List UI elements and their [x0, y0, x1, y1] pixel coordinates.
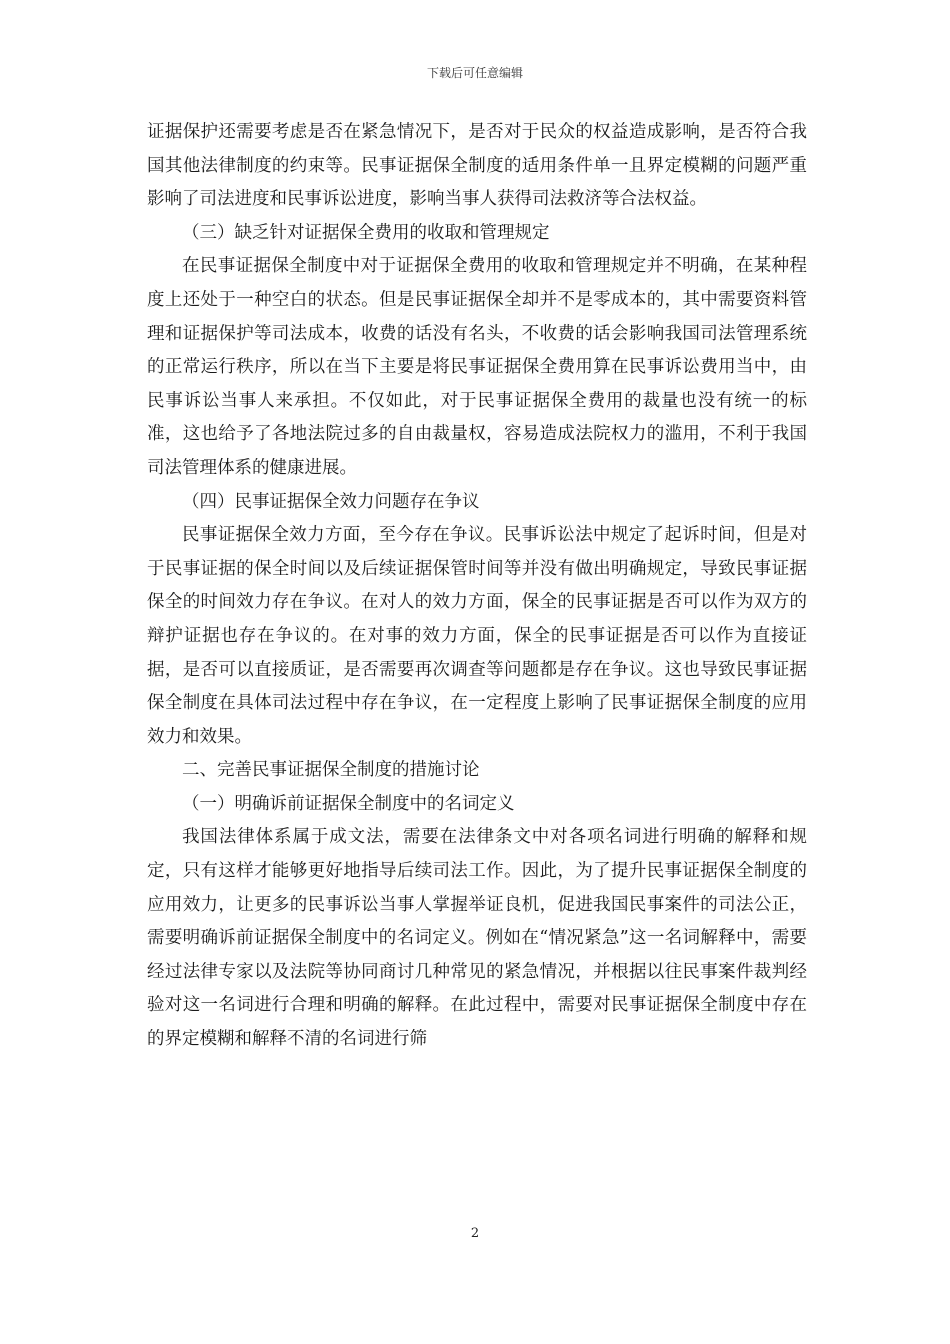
- section-heading: （四）民事证据保全效力问题存在争议: [182, 491, 480, 512]
- paragraph: 在民事证据保全制度中对于证据保全费用的收取和管理规定并不明确，在某种程度上还处于一种空白的状态。但是民事证据保全却并不是零成本的，其中需要资料管理和证据保护等司法成本，收费的话没有名头，不收费的话会影响我国司法管理系统的正常运行秩序，所以在当下主要是将民事证据保全费用算在民事诉讼费用当中，由民事诉讼当事人来承担。不仅如此，对于民事证据保全费用的裁量也没有统一的标准，这也给予了各地法院过多的自由裁量权，容易造成法院权力的滥用，不利于我国司法管理体系的健康进展。: [147, 256, 807, 478]
- document-body: [147, 116, 807, 1057]
- paragraph: 民事证据保全效力方面，至今存在争议。民事诉讼法中规定了起诉时间，但是对于民事证据的保全时间以及后续证据保管时间等并没有做出明确规定，导致民事证据保全的时间效力存在争议。在对人的效力方面，保全的民事证据是否可以作为双方的辩护证据也存在争议的。在对事的效力方面，保全的民事证据是否可以作为直接证据，是否可以直接质证，是否需要再次调查等问题都是存在争议。这也导致民事证据保全制度在具体司法过程中存在争议，在一定程度上影响了民事证据保全制度的应用效力和效果。: [147, 525, 807, 747]
- paragraph: 我国法律体系属于成文法，需要在法律条文中对各项名词进行明确的解释和规定，只有这样才能够更好地指导后续司法工作。因此，为了提升民事证据保全制度的应用效力，让更多的民事诉讼当事人掌握举证良机，促进我国民事案件的司法公正，需要明确诉前证据保全制度中的名词定义。例如在“情况紧急”这一名词解释中，需要经过法律专家以及法院等协同商讨几种常见的紧急情况，并根据以往民事案件裁判经验对这一名词进行合理和明确的解释。在此过程中，需要对民事证据保全制度中存在的界定模糊和解释不清的名词进行筛: [147, 827, 807, 1050]
- page-header: 下载后可任意编辑: [426, 66, 523, 80]
- section-heading: （三）缺乏针对证据保全费用的收取和管理规定: [182, 222, 550, 243]
- page-number: 2: [470, 1226, 480, 1241]
- chapter-heading: 二、完善民事证据保全制度的措施讨论: [182, 760, 480, 781]
- section-heading: （一）明确诉前证据保全制度中的名词定义: [182, 793, 515, 814]
- paragraph: 证据保护还需要考虑是否在紧急情况下，是否对于民众的权益造成影响，是否符合我国其他法律制度的约束等。民事证据保全制度的适用条件单一且界定模糊的问题严重影响了司法进度和民事诉讼进度，影响当事人获得司法救济等合法权益。: [147, 122, 807, 210]
